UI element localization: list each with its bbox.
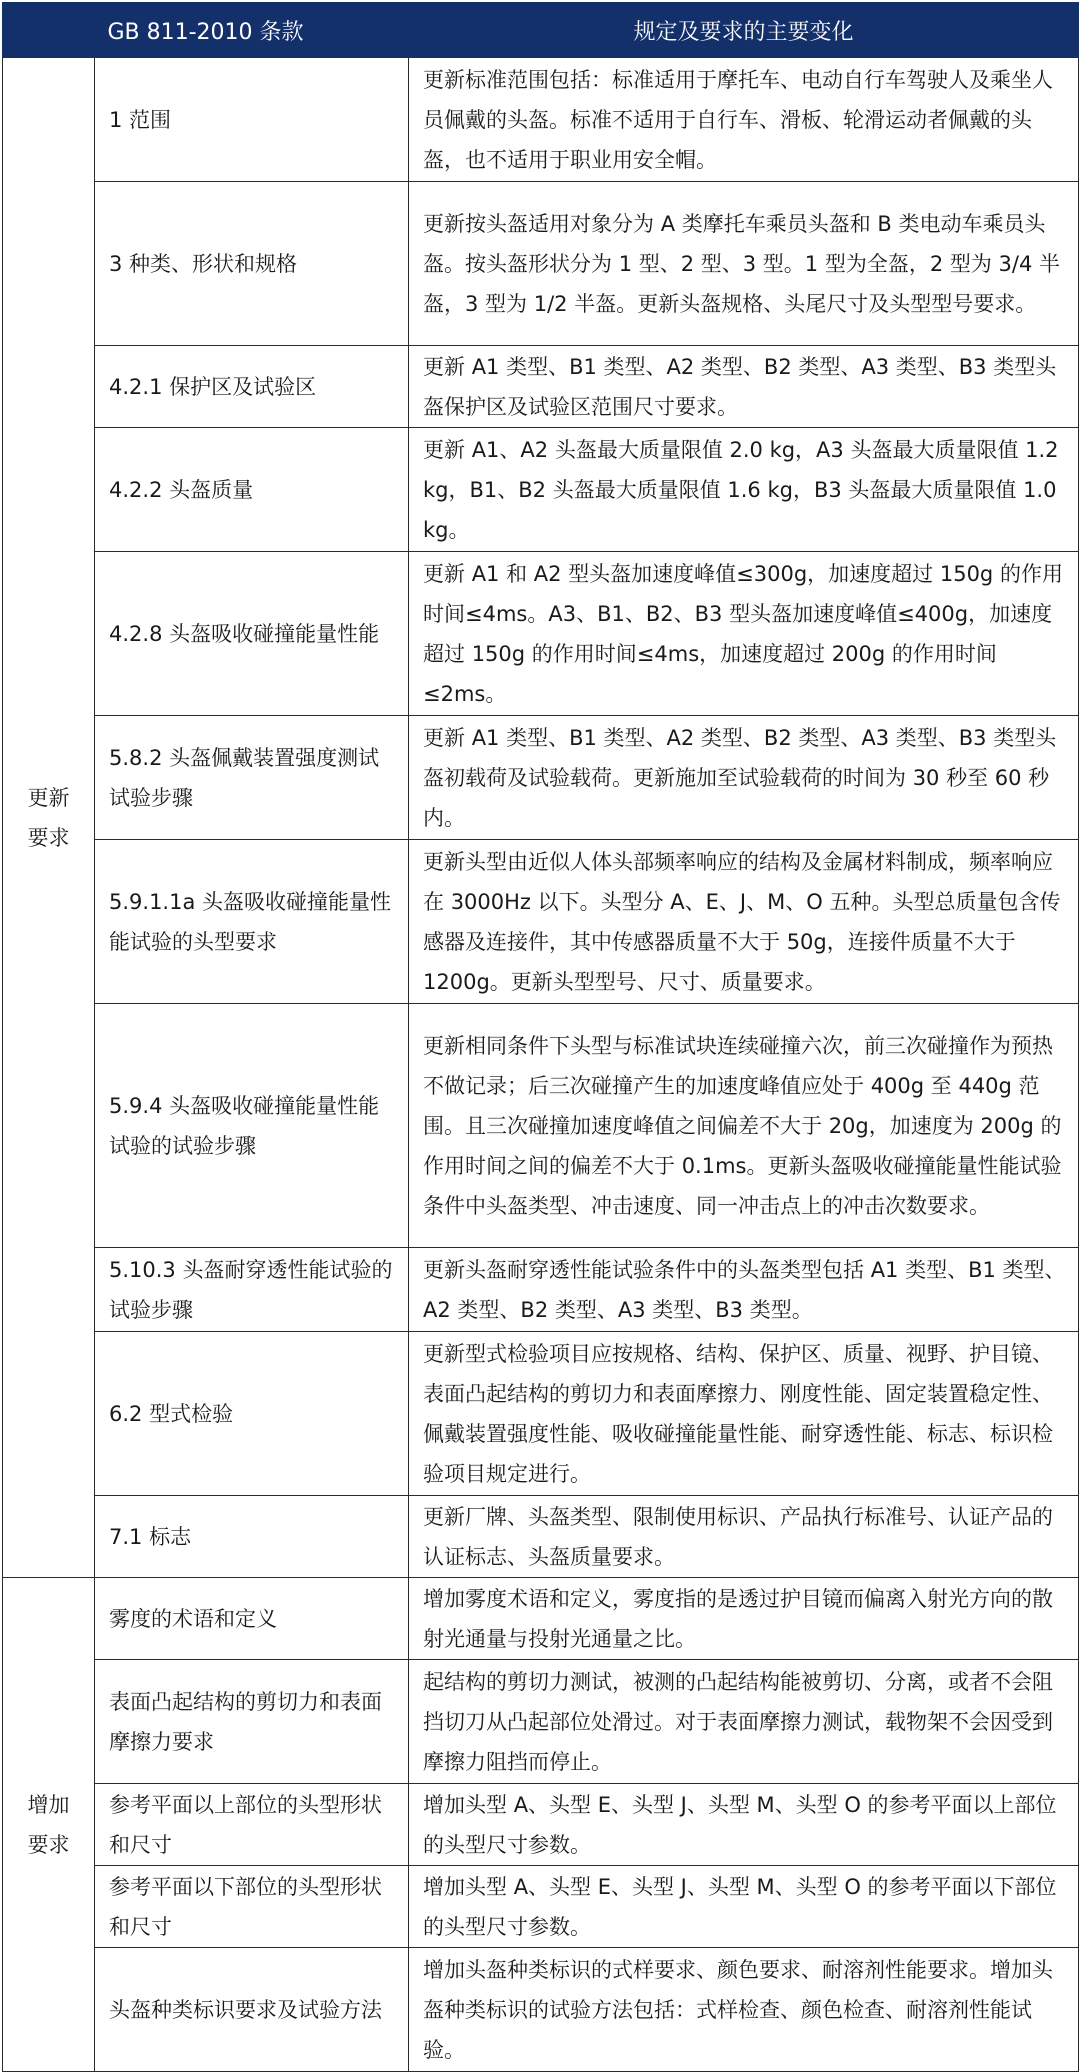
table-row	[3, 1784, 1079, 1866]
category-cell	[3, 58, 95, 1578]
change-cell: 增加头型 A、头型 E、头型 J、头型 M、头型 O 的参考平面以下部位的头型尺寸参数。	[409, 1866, 1079, 1948]
table-row	[3, 716, 1079, 840]
table-row	[3, 1948, 1079, 2072]
table-row	[3, 1004, 1079, 1248]
table-header-row	[3, 3, 1079, 58]
table-row	[3, 1578, 1079, 1660]
change-cell: 更新按头盔适用对象分为 A 类摩托车乘员头盔和 B 类电动车乘员头盔。按头盔形状分为 1 型、2 型、3 型。1 型为全盔，2 型为 3/4 半盔，3 型为 1/2 半盔。更新头盔规格、头尾尺寸及头型型号要求。	[409, 182, 1079, 346]
category-label: 更新要求	[27, 785, 70, 850]
category-cell	[3, 1578, 95, 2072]
clause-cell: 3 种类、形状和规格	[95, 182, 409, 346]
change-cell: 更新 A1 类型、B1 类型、A2 类型、B2 类型、A3 类型、B3 类型头盔初载荷及试验载荷。更新施加至试验载荷的时间为 30 秒至 60 秒内。	[409, 716, 1079, 840]
clause-cell: 5.8.2 头盔佩戴装置强度测试试验步骤	[95, 716, 409, 840]
change-cell: 增加雾度术语和定义，雾度指的是透过护目镜而偏离入射光方向的散射光通量与投射光通量之比。	[409, 1578, 1079, 1660]
table-row	[3, 552, 1079, 716]
clause-cell: 1 范围	[95, 58, 409, 182]
clause-cell: 4.2.1 保护区及试验区	[95, 346, 409, 428]
change-cell: 增加头型 A、头型 E、头型 J、头型 M、头型 O 的参考平面以上部位的头型尺寸参数。	[409, 1784, 1079, 1866]
change-cell: 更新头盔耐穿透性能试验条件中的头盔类型包括 A1 类型、B1 类型、A2 类型、B2 类型、A3 类型、B3 类型。	[409, 1248, 1079, 1332]
table-row	[3, 1496, 1079, 1578]
standard-changes-table	[2, 2, 1079, 2072]
category-label: 增加要求	[27, 1792, 70, 1857]
table-row	[3, 58, 1079, 182]
clause-cell: 4.2.8 头盔吸收碰撞能量性能	[95, 552, 409, 716]
change-cell: 更新头型由近似人体头部频率响应的结构及金属材料制成，频率响应在 3000Hz 以下。头型分 A、E、J、M、O 五种。头型总质量包含传感器及连接件，其中传感器质量不大于 50g，连接件质量不大于 1200g。更新头型型号、尺寸、质量要求。	[409, 840, 1079, 1004]
clause-cell: 5.9.1.1a 头盔吸收碰撞能量性能试验的头型要求	[95, 840, 409, 1004]
change-cell: 更新 A1 类型、B1 类型、A2 类型、B2 类型、A3 类型、B3 类型头盔保护区及试验区范围尺寸要求。	[409, 346, 1079, 428]
table-row	[3, 1866, 1079, 1948]
clause-cell: 表面凸起结构的剪切力和表面摩擦力要求	[95, 1660, 409, 1784]
table-row	[3, 840, 1079, 1004]
change-cell: 更新型式检验项目应按规格、结构、保护区、质量、视野、护目镜、表面凸起结构的剪切力和表面摩擦力、刚度性能、固定装置稳定性、佩戴装置强度性能、吸收碰撞能量性能、耐穿透性能、标志、标识检验项目规定进行。	[409, 1332, 1079, 1496]
clause-cell: 头盔种类标识要求及试验方法	[95, 1948, 409, 2072]
change-cell: 增加头盔种类标识的式样要求、颜色要求、耐溶剂性能要求。增加头盔种类标识的试验方法包括：式样检查、颜色检查、耐溶剂性能试验。	[409, 1948, 1079, 2072]
header-clause: GB 811-2010 条款	[3, 3, 409, 58]
clause-cell: 参考平面以上部位的头型形状和尺寸	[95, 1784, 409, 1866]
change-cell: 更新 A1、A2 头盔最大质量限值 2.0 kg，A3 头盔最大质量限值 1.2 kg，B1、B2 头盔最大质量限值 1.6 kg，B3 头盔最大质量限值 1.0 kg。	[409, 428, 1079, 552]
change-cell: 更新相同条件下头型与标准试块连续碰撞六次，前三次碰撞作为预热不做记录；后三次碰撞产生的加速度峰值应处于 400g 至 440g 范围。且三次碰撞加速度峰值之间偏差不大于 20g，加速度为 200g 的作用时间之间的偏差不大于 0.1ms。更新头盔吸收碰撞能量性能试验条件中头盔类型、冲击速度、同一冲击点上的冲击次数要求。	[409, 1004, 1079, 1248]
table-row	[3, 182, 1079, 346]
header-change: 规定及要求的主要变化	[409, 3, 1079, 58]
table-row	[3, 346, 1079, 428]
change-cell: 起结构的剪切力测试，被测的凸起结构能被剪切、分离，或者不会阻挡切刀从凸起部位处滑过。对于表面摩擦力测试，载物架不会因受到摩擦力阻挡而停止。	[409, 1660, 1079, 1784]
clause-cell: 4.2.2 头盔质量	[95, 428, 409, 552]
table-row	[3, 1660, 1079, 1784]
clause-cell: 5.9.4 头盔吸收碰撞能量性能试验的试验步骤	[95, 1004, 409, 1248]
clause-cell: 5.10.3 头盔耐穿透性能试验的试验步骤	[95, 1248, 409, 1332]
table-row	[3, 1248, 1079, 1332]
table-row	[3, 428, 1079, 552]
change-cell: 更新 A1 和 A2 型头盔加速度峰值≤300g，加速度超过 150g 的作用时间≤4ms。A3、B1、B2、B3 型头盔加速度峰值≤400g，加速度超过 150g 的作用时间≤4ms，加速度超过 200g 的作用时间≤2ms。	[409, 552, 1079, 716]
clause-cell: 6.2 型式检验	[95, 1332, 409, 1496]
clause-cell: 雾度的术语和定义	[95, 1578, 409, 1660]
table-row	[3, 1332, 1079, 1496]
change-cell: 更新厂牌、头盔类型、限制使用标识、产品执行标准号、认证产品的认证标志、头盔质量要求。	[409, 1496, 1079, 1578]
change-cell: 更新标准范围包括：标准适用于摩托车、电动自行车驾驶人及乘坐人员佩戴的头盔。标准不适用于自行车、滑板、轮滑运动者佩戴的头盔，也不适用于职业用安全帽。	[409, 58, 1079, 182]
clause-cell: 参考平面以下部位的头型形状和尺寸	[95, 1866, 409, 1948]
clause-cell: 7.1 标志	[95, 1496, 409, 1578]
